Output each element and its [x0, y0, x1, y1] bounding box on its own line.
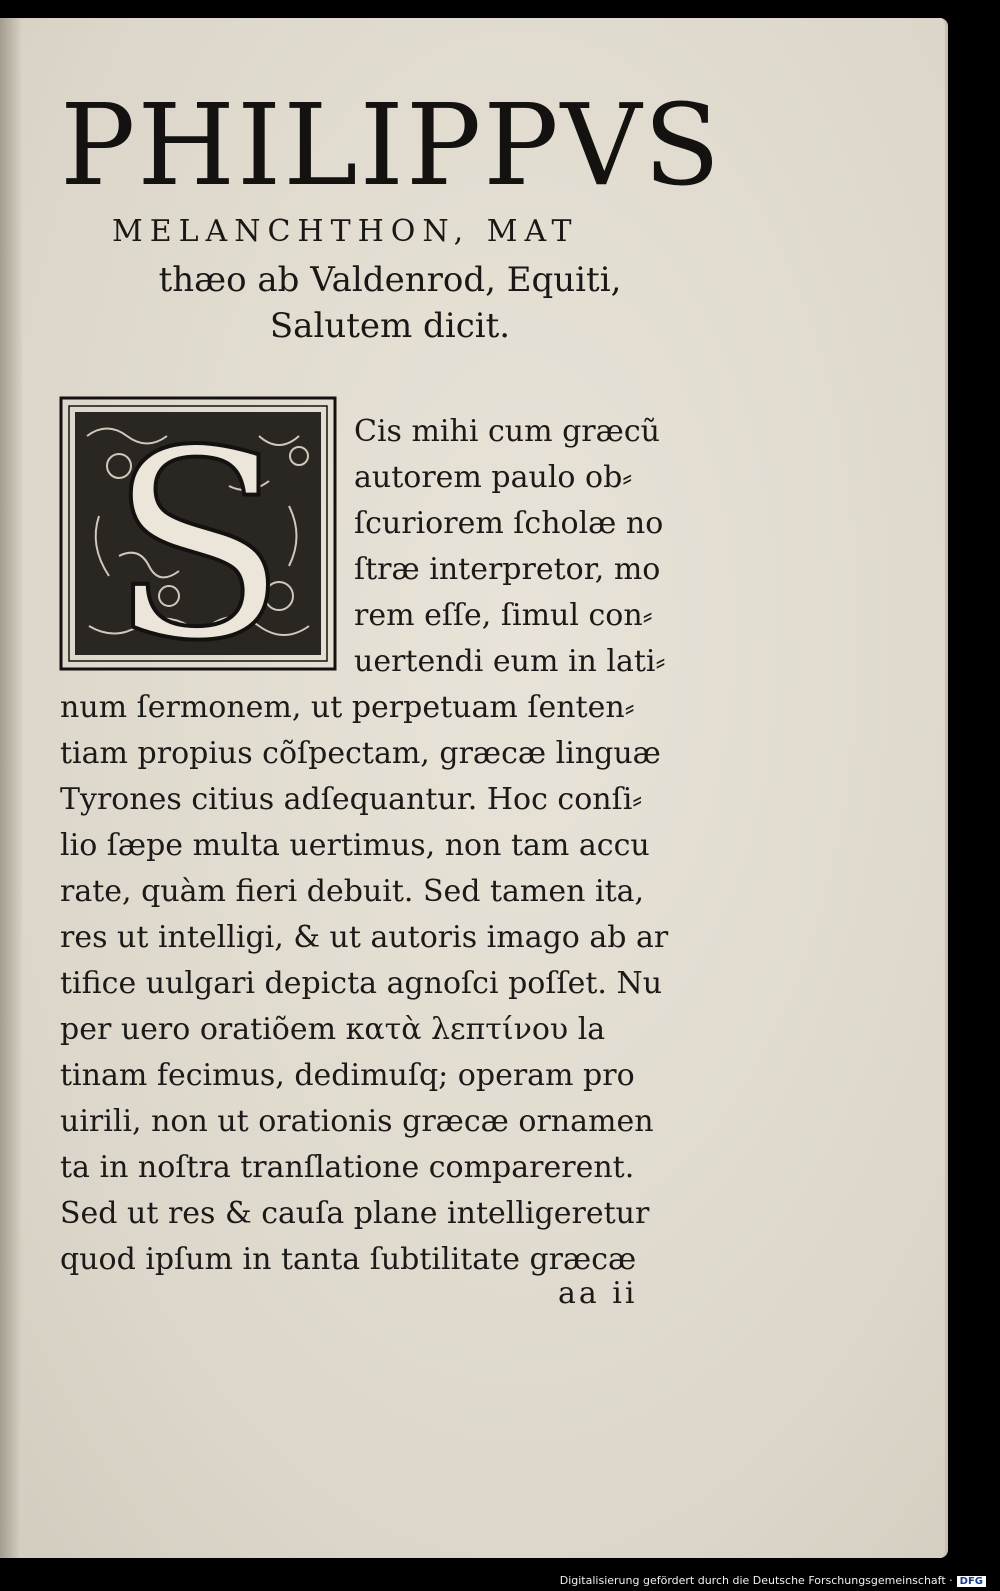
text-line: tifice uulgari depicta agnoſci poſſet. Nu — [60, 966, 663, 1001]
heading-line-2: thæo ab Valdenrod, Equiti, — [158, 260, 622, 300]
text-line: ſtræ interpretor, mo — [354, 552, 661, 587]
text-line: rem eſſe, ſimul con⸗ — [354, 598, 653, 633]
text-line: per uero oratiõem κατὰ λεπτίνου la — [60, 1012, 606, 1047]
page-gutter — [0, 18, 22, 1558]
book-page — [0, 18, 948, 1558]
text-line: Sed ut res & cauſa plane intelligeretur — [60, 1196, 650, 1231]
text-line: lio ſæpe multa uertimus, non tam accu — [60, 828, 650, 863]
text-line: ta in noſtra tranſlatione comparerent. — [60, 1150, 635, 1185]
text-line: quod ipſum in tanta ſubtilitate græcæ — [60, 1242, 637, 1277]
text-line: uirili, non ut orationis græcæ ornamen — [60, 1104, 654, 1139]
text-line: tiam propius cõſpectam, græcæ linguæ — [60, 736, 661, 771]
page-title: PHILIPPVS — [60, 81, 723, 211]
text-line: Tyrones citius adſequantur. Hoc conſi⸗ — [60, 782, 643, 817]
decorated-initial — [59, 396, 337, 671]
text-line: res ut intelligi, & ut autoris imago ab ar — [60, 920, 669, 955]
text-line: tinam fecimus, dedimuſq; operam pro — [60, 1058, 635, 1093]
text-line: autorem paulo ob⸗ — [354, 460, 633, 495]
text-line: uertendi eum in lati⸗ — [354, 644, 666, 679]
initial-letter: S — [108, 396, 288, 671]
footer-credit — [560, 1574, 986, 1587]
footer-text: Digitalisierung gefördert durch die Deutsche Forschungsgemeinschaft · — [559, 1574, 953, 1587]
text-line: ſcuriorem ſcholæ no — [354, 506, 664, 541]
heading-line-3: Salutem dicit. — [269, 306, 511, 346]
heading-line-1: MELANCHTHON, MAT — [112, 214, 579, 249]
text-line: num ſermonem, ut perpetuam ſenten⸗ — [60, 690, 635, 725]
text-line: Cis mihi cum græcũ — [354, 414, 660, 449]
signature-mark: aa ii — [558, 1276, 638, 1311]
text-line: rate, quàm fieri debuit. Sed tamen ita, — [60, 874, 645, 909]
dfg-logo-icon: DFG — [957, 1576, 986, 1587]
